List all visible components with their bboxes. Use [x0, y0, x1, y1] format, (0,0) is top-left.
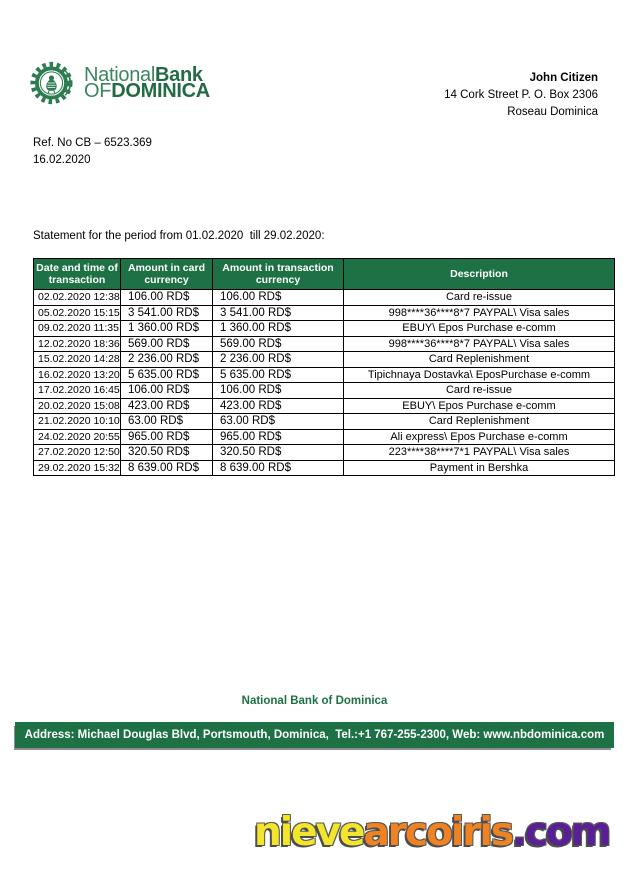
table-header-row: [34, 259, 615, 290]
amount-transaction: 423.00 RD$: [213, 398, 344, 414]
header-amount-transaction: Amount in transaction currency: [213, 259, 344, 290]
header-amount-card: Amount in card currency: [121, 259, 213, 290]
transaction-datetime: 16.02.2020 13:20: [34, 367, 121, 383]
transaction-description: Ali express\ Epos Purchase e-comm: [344, 429, 615, 445]
amount-transaction: 1 360.00 RD$: [213, 321, 344, 337]
amount-card: 106.00 RD$: [121, 383, 213, 399]
bank-emblem-gear-parrot-icon: [30, 60, 76, 106]
amount-card: 320.50 RD$: [121, 445, 213, 461]
transaction-datetime: 20.02.2020 15:08: [34, 398, 121, 414]
recipient-address-line1: 14 Cork Street P. O. Box 2306: [444, 89, 598, 101]
footer-address-bar: Address: Michael Douglas Blvd, Portsmouth, Dominica, Tel.:+1 767-255-2300, Web: www.nbdominica.com: [15, 722, 614, 748]
amount-card: 569.00 RD$: [121, 336, 213, 352]
amount-card: 8 639.00 RD$: [121, 460, 213, 476]
amount-card: 965.00 RD$: [121, 429, 213, 445]
transaction-description: EBUY\ Epos Purchase e-comm: [344, 321, 615, 337]
watermark-part3: .com: [512, 810, 610, 855]
transaction-datetime: 09.02.2020 11:35: [34, 321, 121, 337]
reference-number: Ref. No CB – 6523.369: [33, 137, 152, 149]
amount-transaction: 63.00 RD$: [213, 414, 344, 430]
amount-card: 106.00 RD$: [121, 290, 213, 306]
amount-card: 5 635.00 RD$: [121, 367, 213, 383]
table-row: [34, 383, 615, 399]
transaction-datetime: 15.02.2020 14:28: [34, 352, 121, 368]
bank-wordmark-line2: OFDOMINICA: [84, 80, 210, 102]
amount-transaction: 569.00 RD$: [213, 336, 344, 352]
watermark-nievearcoiris: [254, 810, 610, 855]
header-description: Description: [344, 259, 615, 290]
transaction-description: Tipichnaya Dostavka\ EposPurchase e-comm: [344, 367, 615, 383]
transaction-datetime: 12.02.2020 18:36: [34, 336, 121, 352]
amount-card: 423.00 RD$: [121, 398, 213, 414]
recipient-address-line2: Roseau Dominica: [507, 106, 598, 118]
transaction-description: Card Replenishment: [344, 414, 615, 430]
amount-card: 2 236.00 RD$: [121, 352, 213, 368]
recipient-block: [444, 70, 598, 121]
table-row: [34, 414, 615, 430]
amount-transaction: 965.00 RD$: [213, 429, 344, 445]
watermark-part1: nieve: [254, 810, 364, 855]
transaction-datetime: 29.02.2020 15:32: [34, 460, 121, 476]
transaction-description: 998****36****8*7 PAYPAL\ Visa sales: [344, 336, 615, 352]
statement-date: 16.02.2020: [33, 153, 91, 166]
table-row: [34, 352, 615, 368]
transaction-description: Payment in Bershka: [344, 460, 615, 476]
transaction-datetime: 05.02.2020 15:15: [34, 305, 121, 321]
table-row: [34, 429, 615, 445]
table-row: [34, 445, 615, 461]
transaction-datetime: 17.02.2020 16:45: [34, 383, 121, 399]
reference-block: [33, 135, 152, 168]
transactions-table: [33, 258, 615, 476]
transaction-description: Card re-issue: [344, 290, 615, 306]
transaction-description: Card re-issue: [344, 383, 615, 399]
amount-transaction: 5 635.00 RD$: [213, 367, 344, 383]
transaction-datetime: 21.02.2020 10:10: [34, 414, 121, 430]
transaction-description: EBUY\ Epos Purchase e-comm: [344, 398, 615, 414]
table-row: [34, 321, 615, 337]
transaction-description: 223****38****7*1 PAYPAL\ Visa sales: [344, 445, 615, 461]
bank-wordmark-line1: NationalBank: [84, 64, 203, 86]
header-datetime: Date and time of transaction: [34, 259, 121, 290]
recipient-name: John Citizen: [529, 72, 598, 84]
transaction-description: 998****36****8*7 PAYPAL\ Visa sales: [344, 305, 615, 321]
transaction-datetime: 27.02.2020 12:50: [34, 445, 121, 461]
table-row: [34, 336, 615, 352]
table-row: [34, 398, 615, 414]
table-row: [34, 460, 615, 476]
amount-transaction: 106.00 RD$: [213, 290, 344, 306]
amount-card: 63.00 RD$: [121, 414, 213, 430]
table-row: [34, 305, 615, 321]
footer-bank-name: National Bank of Dominica: [241, 695, 388, 707]
amount-transaction: 106.00 RD$: [213, 383, 344, 399]
transaction-datetime: 24.02.2020 20:55: [34, 429, 121, 445]
amount-card: 3 541.00 RD$: [121, 305, 213, 321]
transaction-datetime: 02.02.2020 12:38: [34, 290, 121, 306]
watermark-part2: arcoiris: [363, 810, 513, 855]
statement-period: Statement for the period from 01.02.2020 till 29.02.2020:: [33, 230, 325, 242]
amount-card: 1 360.00 RD$: [121, 321, 213, 337]
amount-transaction: 320.50 RD$: [213, 445, 344, 461]
table-row: [34, 367, 615, 383]
amount-transaction: 8 639.00 RD$: [213, 460, 344, 476]
table-row: [34, 290, 615, 306]
bank-logo: [30, 60, 210, 106]
bank-wordmark: [84, 64, 210, 102]
amount-transaction: 2 236.00 RD$: [213, 352, 344, 368]
transaction-description: Card Replenishment: [344, 352, 615, 368]
amount-transaction: 3 541.00 RD$: [213, 305, 344, 321]
